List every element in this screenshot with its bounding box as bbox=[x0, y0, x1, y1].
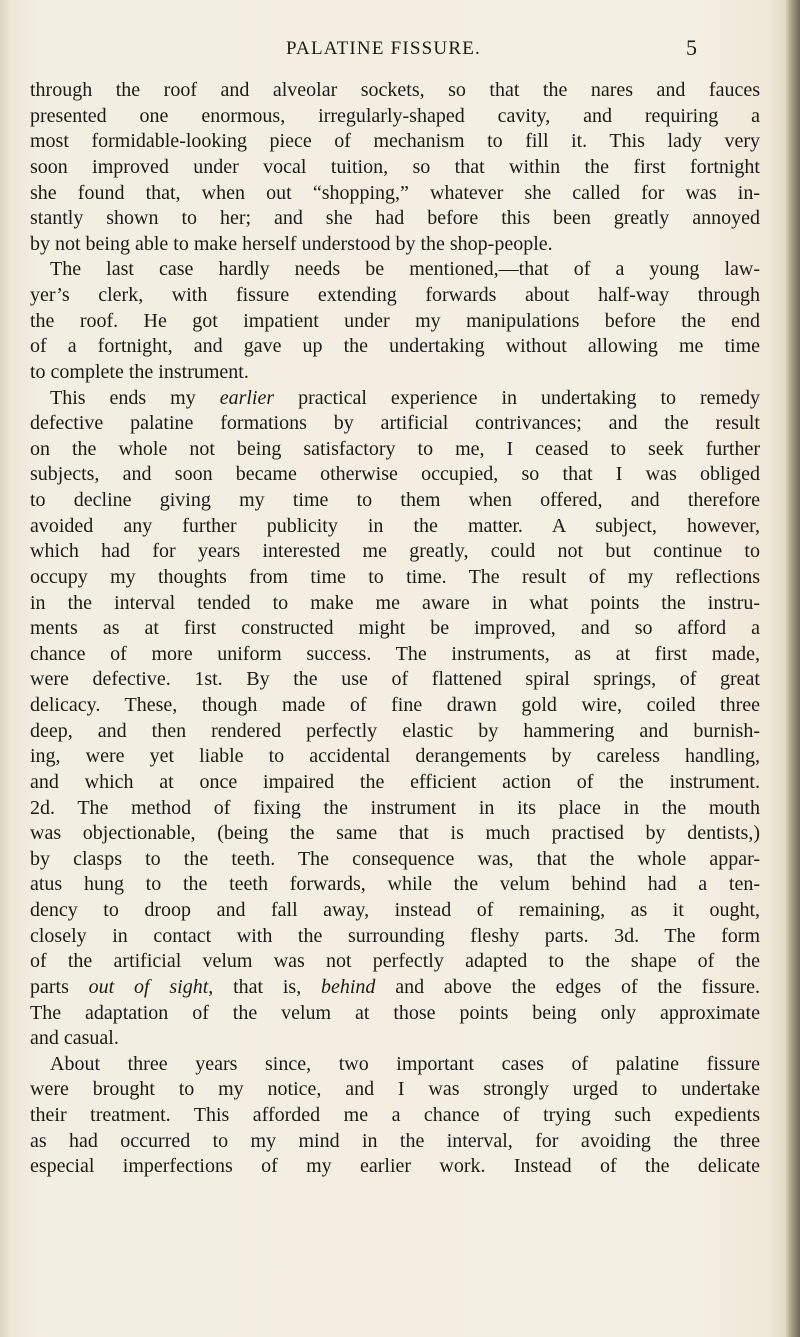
text-line: closely in contact with the surrounding fleshy parts. 3d. The form bbox=[30, 924, 760, 947]
text-line: was objectionable, (being the same that is much practised by dentists,) bbox=[30, 822, 760, 845]
page-left-edge bbox=[0, 0, 10, 1337]
running-head: PALATINE FISSURE. bbox=[286, 38, 481, 59]
text-line: she found that, when out “shopping,” whatever she called for was in- bbox=[30, 181, 760, 204]
text-segment: parts bbox=[30, 975, 89, 998]
text-line: subjects, and soon became otherwise occupied, so that I was obliged bbox=[30, 463, 760, 486]
text-line: avoided any further publicity in the matter. A subject, however, bbox=[30, 514, 760, 537]
text-line: ments as at first constructed might be improved, and so afford a bbox=[30, 617, 760, 640]
text-line: About three years since, two important cases of palatine fissure bbox=[50, 1052, 760, 1075]
text-segment: , that is, bbox=[208, 975, 321, 998]
text-line: The last case hardly needs be mentioned,—that of a young law- bbox=[50, 258, 760, 281]
text-line: were brought to my notice, and I was strongly urged to undertake bbox=[30, 1078, 760, 1101]
text-line: occupy my thoughts from time to time. The result of my reflections bbox=[30, 565, 760, 588]
text-line: dency to droop and fall away, instead of remaining, as it ought, bbox=[30, 899, 760, 921]
text-line: by not being able to make herself understood by the shop-people. bbox=[30, 232, 553, 255]
text-line: as had occurred to my mind in the interval, for avoiding the three bbox=[30, 1129, 760, 1152]
body-text bbox=[30, 78, 760, 1180]
text-line: The adaptation of the velum at those points being only approximate bbox=[30, 1001, 760, 1024]
text-line: soon improved under vocal tuition, so that within the first fortnight bbox=[30, 155, 760, 178]
text-line: defective palatine formations by artificial contrivances; and the result bbox=[30, 412, 760, 435]
text-line bbox=[30, 386, 760, 412]
italic-text: out of sight bbox=[88, 975, 209, 998]
text-line: yer’s clerk, with fissure extending forwards about half-way through bbox=[30, 284, 760, 306]
text-line: through the roof and alveolar sockets, so that the nares and fauces bbox=[30, 79, 760, 101]
text-line: of the artificial velum was not perfectly adapted to the shape of the bbox=[30, 950, 760, 973]
text-line: were defective. 1st. By the use of flattened spiral springs, of great bbox=[30, 668, 760, 691]
text-line: to complete the instrument. bbox=[30, 360, 249, 383]
text-segment: and above the edges of the fissure. bbox=[375, 975, 760, 998]
text-line: 2d. The method of fixing the instrument in its place in the mouth bbox=[30, 796, 760, 819]
text-line: on the whole not being satisfactory to me, I ceased to seek further bbox=[30, 437, 760, 460]
text-line: delicacy. These, though made of fine drawn gold wire, coiled three bbox=[30, 694, 760, 716]
text-line: presented one enormous, irregularly-shaped cavity, and requiring a bbox=[30, 104, 760, 127]
text-line: ing, were yet liable to accidental derangements by careless handling, bbox=[30, 745, 760, 768]
text-line: to decline giving my time to them when offered, and therefore bbox=[30, 489, 760, 511]
text-line: and which at once impaired the efficient action of the instrument. bbox=[30, 770, 760, 793]
text-line: in the interval tended to make me aware in what points the instru- bbox=[30, 591, 760, 614]
text-line: chance of more uniform success. The instruments, as at first made, bbox=[30, 642, 760, 665]
text-segment: practical experience in undertaking to remedy bbox=[274, 386, 760, 409]
text-line: deep, and then rendered perfectly elastic by hammering and burnish- bbox=[30, 719, 760, 742]
text-line: especial imperfections of my earlier work. Instead of the delicate bbox=[30, 1155, 760, 1178]
text-line: by clasps to the teeth. The consequence was, that the whole appar- bbox=[30, 847, 760, 870]
page-number: 5 bbox=[686, 35, 697, 60]
text-line: which had for years interested me greatly, could not but continue to bbox=[30, 540, 760, 563]
text-line: of a fortnight, and gave up the undertaking without allowing me time bbox=[30, 335, 760, 358]
text-line: their treatment. This afforded me a chance of trying such expedients bbox=[30, 1104, 760, 1126]
text-line bbox=[30, 975, 760, 1001]
page-header bbox=[0, 34, 800, 64]
text-line: stantly shown to her; and she had before this been greatly annoyed bbox=[30, 207, 760, 230]
text-line: most formidable-looking piece of mechanism to fill it. This lady very bbox=[30, 130, 760, 153]
text-line: and casual. bbox=[30, 1027, 119, 1050]
text-line: the roof. He got impatient under my manipulations before the end bbox=[30, 309, 760, 332]
italic-text: earlier bbox=[219, 386, 275, 409]
binding-shadow bbox=[786, 0, 800, 1337]
text-line: atus hung to the teeth forwards, while the velum behind had a ten- bbox=[30, 873, 760, 896]
text-segment: This ends my bbox=[50, 386, 220, 409]
italic-text: behind bbox=[321, 975, 376, 998]
